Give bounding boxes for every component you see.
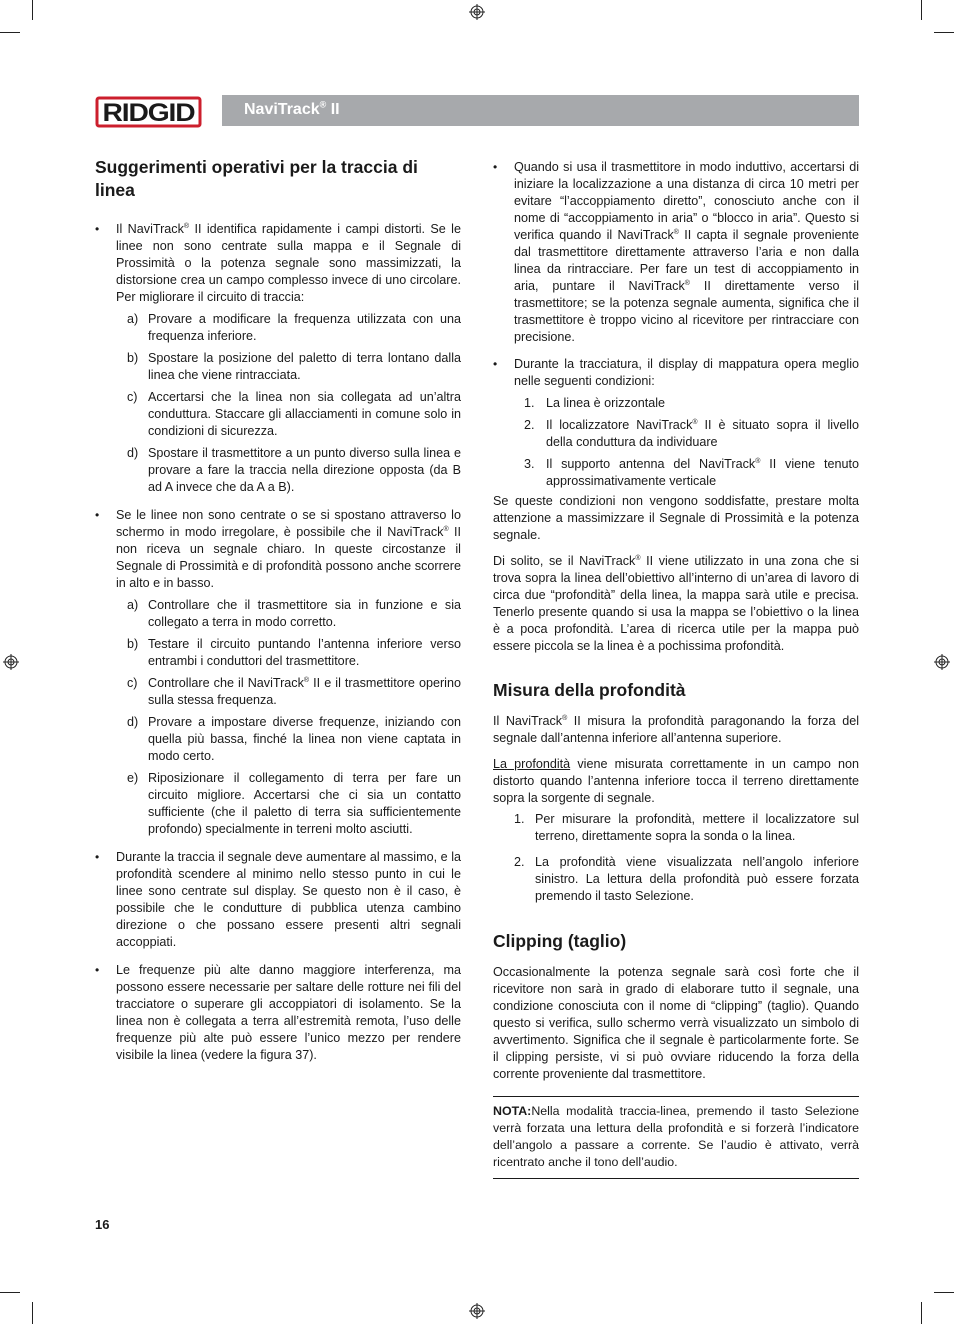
sub-list-irregular — [116, 597, 461, 838]
sub-item: d) Provare a impostare diverse frequenze, iniziando con quella più bassa, finché la linea non viene captata in modo certo. — [127, 715, 461, 763]
paragraph-mapping-usage: Di solito, se il NaviTrack® II viene utilizzato in una zona che si trova sopra la linea dell’obiettivo all’interno di un’area di lavoro di circa due “profondità” della linea, la mappa sarà utile e precisa. Tenerlo presente quando si usa la mappa se l’obiettivo o la linea è a poca profondità. L’area di ricerca utile per la mappa può essere piccola se la linea è a pochissima profondità. — [493, 554, 859, 653]
product-title: NaviTrack® II — [244, 99, 340, 118]
paragraph-depth-correct: La profondità viene misurata correttamente in un campo non distorto quando l’antenna inferiore tocca il terreno direttamente sopra la sorgente di segnale. — [493, 757, 859, 805]
tip-item-distorted-fields: • Il NaviTrack® II identifica rapidamente i campi distorti. Se le linee non sono centrate sulla mappa e il Segnale di Prossimità o la potenza segnale sono massimizzati, la distorsione crea un campo complesso invece di uno circolare. Per migliorare il circuito di traccia: a) Provare a modificare la frequenza utilizzata con una frequenza inferiore. b) Spostare la posizione del paletto di terra lontano dalla linea che viene rintracciata. c) Accertarsi che la linea non sia collegata ad un’altra conduttura. Staccare gli allacciamenti in comune solo in condizioni di sicurezza. d) Spostare il trasmettitore a un punto diverso sulla linea e provare a fare la traccia nella direzione opposta (da B ad A invece che da A a B). — [95, 221, 461, 496]
sub-item: d) Spostare il trasmettitore a un punto diverso sulla linea e provare a fare la traccia nella direzione opposta (da B ad A invece che da A a B). — [127, 446, 461, 494]
crop-mark-top-right-v — [921, 0, 922, 20]
sub-item: a) Controllare che il trasmettitore sia in funzione e sia collegato a terra in modo corretto. — [127, 598, 461, 629]
condition-item: 3. Il supporto antenna del NaviTrack® II viene tenuto approssimativamente verticale — [524, 457, 860, 488]
tip-item-mapping-display: • Durante la tracciatura, il display di mappatura opera meglio nelle seguenti condizioni: 1. La linea è orizzontale 2. Il localizzatore NaviTrack® II è situato sopra il livello della conduttura da individuare 3. Il supporto antenna del NaviTrack® II viene tenuto approssimativamente verticale — [493, 356, 859, 490]
right-column — [493, 159, 859, 1179]
sub-item: b) Testare il circuito puntando l’antenna inferiore verso entrambi i conduttori del trasmettitore. — [127, 637, 461, 668]
note-top-rule — [493, 1096, 859, 1097]
depth-step: 1. Per misurare la profondità, mettere il localizzatore sul terreno, direttamente sopra la sonda o la linea. — [514, 812, 859, 843]
sub-item: a) Provare a modificare la frequenza utilizzata con una frequenza inferiore. — [127, 312, 461, 343]
crop-mark-bottom-right-h — [934, 1292, 954, 1293]
section-title-depth: Misura della profondità — [493, 680, 686, 700]
paragraph-depth-measure: Il NaviTrack® II misura la profondità paragonando la forza del segnale dall’antenna inferiore all’antenna superiore. — [493, 714, 860, 745]
sub-item: c) Accertarsi che la linea non sia collegata ad un’altra conduttura. Staccare gli allacciamenti in comune solo in condizioni di sicurezza. — [127, 390, 461, 438]
left-column — [95, 150, 461, 1064]
header-bar — [222, 95, 859, 126]
crop-mark-bottom-left-v — [32, 1302, 33, 1324]
sub-item: c) Controllare che il NaviTrack® II e il trasmettitore operino sulla stessa frequenza. — [127, 676, 461, 707]
conditions-list — [514, 395, 859, 490]
depth-steps-list — [493, 811, 859, 905]
condition-item: 1. La linea è orizzontale — [524, 396, 666, 410]
tip-item-signal-max: • Durante la traccia il segnale deve aumentare al massimo, e la profondità scendere al minimo nello stesso punto in cui le linee sono centrate sul display. Se questo non è il caso, è possibile che le condutture di pubblica utenza cambino direzione o che possano essere presenti altri segnali accoppiati. — [95, 849, 461, 951]
registration-mark-icon — [3, 654, 19, 670]
tips-list — [95, 221, 461, 1064]
registration-mark-icon — [469, 4, 485, 20]
section-title-line-tracing-tips: Suggerimenti operativi per la traccia di linea — [95, 157, 418, 200]
tips-list-continued — [493, 159, 859, 490]
depth-step: 2. La profondità viene visualizzata nell’angolo inferiore sinistro. La lettura della profondità può essere forzata premendo il tasto Selezione. — [514, 855, 859, 903]
crop-mark-top-left-v — [32, 0, 33, 20]
paragraph-conditions-not-met: Se queste condizioni non vengono soddisfatte, prestare molta attenzione a massimizzare il Segnale di Prossimità e la potenza segnale. — [493, 494, 859, 542]
note-bottom-rule — [493, 1178, 859, 1179]
paragraph-clipping: Occasionalmente la potenza segnale sarà così forte che il ricevitore non sarà in grado di elaborare tutto il segnale, una condizione conosciuta con il nome di “clipping” (taglio). Quando questo si verifica, sullo schermo verrà visualizzato un simbolo di avvertimento. Significa che il segnale è particolarmente forte. Se il clipping persiste, vi si può ovviare riducendo la forza della corrente proveniente dal trasmettitore. — [493, 965, 859, 1081]
registration-mark-icon — [934, 654, 950, 670]
tip-item-inductive-mode: • Quando si usa il trasmettitore in modo induttivo, accertarsi di iniziare la localizzazione a una distanza di circa 10 metri per evitare “l’accoppiamento diretto”, conosciuto anche con il nome di “accoppiamento in aria” o “blocco in aria”. Questo si verifica quando il NaviTrack® II capta il segnale proveniente dal trasmettitore direttamente attraverso l’aria e non dalla linea da rintracciare. Per fare un test di accoppiamento in aria, puntare il NaviTrack® II direttamente verso il trasmettitore; se la potenza segnale aumenta, significa che il trasmettitore è troppo vicino al ricevitore per rintracciare con precisione. — [493, 159, 859, 346]
condition-item: 2. Il localizzatore NaviTrack® II è situato sopra il livello della conduttura da individuare — [524, 418, 859, 449]
crop-mark-bottom-right-v — [921, 1302, 922, 1324]
note-box: NOTA:Nella modalità traccia-linea, premendo il tasto Selezione verrà forzata una lettura della profondità e si forzerà l’indicatore dell’angolo a passare a corrente. Se l’audio è attivato, verrà ricentrato anche il tono dell’audio. — [493, 1104, 859, 1169]
sub-item: e) Riposizionare il collegamento di terra per fare un circuito migliore. Accertarsi che ci sia un contatto sufficiente (che il paletto di terra sia sufficientemente profondo) specialmente in terreni molto asciutti. — [127, 771, 461, 836]
registration-mark-icon — [469, 1303, 485, 1319]
sub-item: b) Spostare la posizione del paletto di terra lontano dalla linea che viene rintracciata. — [127, 351, 461, 382]
tip-item-high-frequencies: • Le frequenze più alte danno maggiore interferenza, ma possono essere necessarie per saltare delle rotture nei fili del tracciatore o superare gli accoppiatori di isolamento. Se la linea non è collegata a terra all’estremità remota, l’uso delle frequenze più alte può essere l’unico mezzo per rendere visibile la linea (vedere la figura 37). — [95, 962, 461, 1064]
crop-mark-top-right-h — [934, 32, 954, 33]
ridgid-logo — [95, 96, 202, 128]
page-number: 16 — [95, 1217, 110, 1232]
section-title-clipping: Clipping (taglio) — [493, 931, 627, 951]
sub-list-distorted — [116, 311, 461, 496]
tip-item-irregular-lines: • Se le linee non sono centrate o se si spostano attraverso lo schermo in modo irregolare, è possibile che il NaviTrack® II non riceva un segnale chiaro. In queste circostanze il Segnale di Prossimità e di profondità possono anche scorrere in alto e in basso. a) Controllare che il trasmettitore sia in funzione e sia collegato a terra in modo corretto. b) Testare il circuito puntando l’antenna inferiore verso entrambi i conduttori del trasmettitore. c) Controllare che il NaviTrack® II e il trasmettitore operino sulla stessa frequenza. d) Provare a impostare diverse frequenze, iniziando con quella più bassa, finché la linea non viene captata in modo certo. e) Riposizionare il collegamento di terra per fare un circuito migliore. Accertarsi che ci sia un contatto sufficiente (che il paletto di terra sia sufficientemente profondo) specialmente in terreni molto asciutti. — [95, 507, 461, 838]
crop-mark-top-left-h — [0, 32, 20, 33]
crop-mark-bottom-left-h — [0, 1292, 20, 1293]
logo-text: RIDGID — [102, 99, 195, 127]
